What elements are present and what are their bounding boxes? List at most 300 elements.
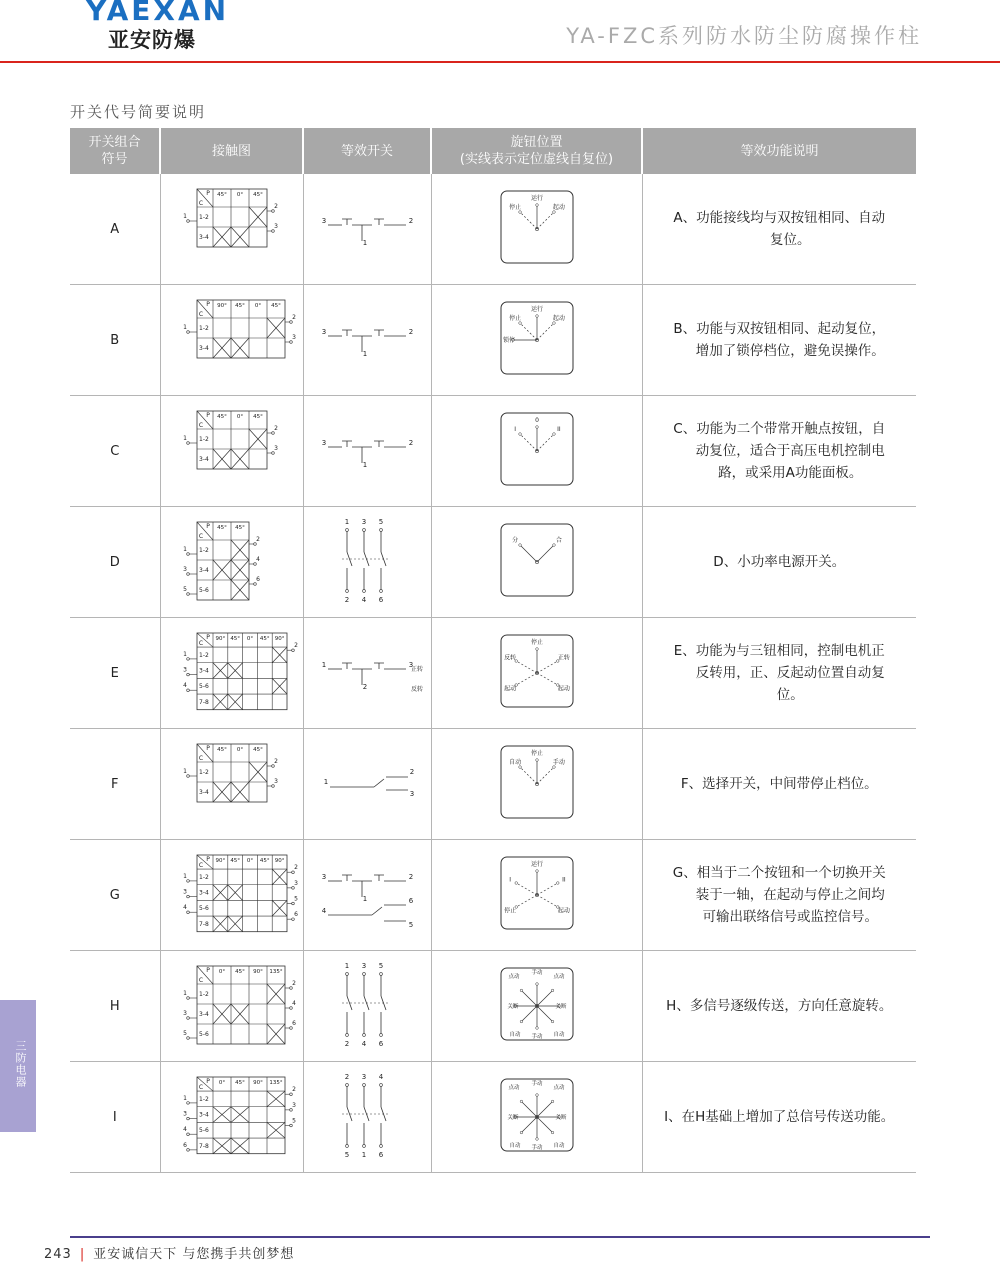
terminal-number: 2 (344, 1073, 350, 1081)
table-row (70, 1062, 916, 1173)
knob-position-label: 点动 (552, 974, 565, 980)
knob-position-label: 点动 (507, 974, 520, 980)
angle-label: 0° (254, 303, 261, 309)
contact-row-label: 1-2 (198, 873, 209, 881)
angle-label: 90° (216, 303, 227, 309)
terminal-number: 1 (182, 872, 187, 880)
description-line: 动复位，适合于高压电机控制电 (695, 443, 885, 459)
terminal-number: 3 (182, 888, 187, 896)
terminal-point (380, 1034, 383, 1037)
knob-position-label: 停止 (530, 639, 543, 646)
terminal-point (380, 529, 383, 532)
angle-label: 90° (274, 636, 284, 642)
terminal-number: 2 (255, 536, 260, 543)
terminal-number: 3 (321, 873, 327, 881)
contact-row-label: 1-2 (198, 547, 209, 554)
terminal-number: 1 (362, 461, 368, 469)
equivalent-switch-diagram (312, 510, 422, 610)
function-description (642, 507, 916, 618)
terminal-point (186, 442, 189, 445)
angle-label: 45° (216, 747, 227, 753)
angle-label: 90° (274, 858, 284, 864)
table-row (70, 618, 916, 729)
angle-label: 45° (216, 414, 227, 420)
terminal-point (186, 775, 189, 778)
contact-diagram (167, 621, 297, 721)
terminal-number: 1 (182, 435, 187, 442)
knob-position-cell (431, 285, 642, 396)
terminal-number: 2 (293, 864, 298, 872)
terminal-number: 6 (378, 1040, 384, 1048)
contact-diagram (167, 1065, 297, 1165)
knob-position-diagram (497, 298, 577, 378)
knob-position-point (535, 204, 538, 207)
terminal-point (380, 1084, 383, 1087)
push-button (342, 330, 352, 336)
contact-diagram (167, 954, 297, 1054)
terminal-point (291, 649, 294, 652)
knob-position-cell (431, 174, 642, 285)
terminal-number: 1 (344, 962, 350, 970)
contact-diagram (167, 843, 297, 943)
angle-label: 45° (229, 858, 240, 864)
contact-row-label: 5-6 (198, 1127, 209, 1135)
footer-separator: | (79, 1247, 86, 1262)
contact-diagram (167, 399, 297, 499)
contact-row-label: 3-4 (198, 1011, 209, 1018)
terminal-point (363, 590, 366, 593)
terminal-point (289, 1027, 292, 1030)
function-description (642, 174, 916, 285)
section-title: 开关代号简要说明 (70, 103, 207, 121)
contact-diagram-cell (160, 951, 303, 1062)
grid-corner-label: P (205, 856, 210, 863)
contact-row-label: 3-4 (198, 667, 209, 675)
knob-position-label: 关断 (506, 1004, 519, 1010)
angle-label: 45° (234, 1080, 245, 1086)
terminal-number: 1 (362, 350, 368, 358)
equivalent-switch-cell (303, 951, 431, 1062)
contact-row-label: 7-8 (198, 920, 209, 928)
column-header: 等效功能说明 (642, 128, 916, 174)
description-line: D、小功率电源开关。 (713, 554, 846, 570)
column-header: 接触图 (160, 128, 303, 174)
terminal-number: 6 (378, 596, 384, 604)
knob-position-point (551, 1100, 554, 1103)
terminal-point (289, 1124, 292, 1127)
equivalent-switch-cell (303, 507, 431, 618)
knob-position-point (535, 1138, 538, 1141)
terminal-number: 2 (293, 642, 298, 650)
terminal-point (346, 973, 349, 976)
push-button (374, 875, 384, 881)
angle-label: 135° (268, 969, 283, 975)
table-row (70, 285, 916, 396)
knob-position-diagram (497, 631, 577, 711)
terminal-number: 4 (182, 904, 187, 912)
knob-position-point (551, 1020, 554, 1023)
angle-label: 45° (216, 525, 227, 531)
contact-diagram-cell (160, 285, 303, 396)
terminal-number: 3 (321, 439, 327, 447)
terminal-number: 3 (408, 661, 414, 669)
knob-position-label: 点动 (507, 1085, 520, 1091)
terminal-number: 1 (182, 213, 187, 220)
knob-position-label: 自动 (552, 1143, 565, 1149)
terminal-number: 3 (361, 962, 367, 970)
terminal-point (186, 1117, 189, 1120)
switch-blade (374, 779, 384, 787)
knob-position-label: 0 (534, 417, 539, 424)
knob-position-diagram (497, 853, 577, 933)
equivalent-switch-diagram (312, 399, 422, 499)
description-line: 复位。 (770, 232, 811, 248)
contact-row-label: 1-2 (198, 769, 209, 776)
push-button (374, 219, 384, 225)
terminal-point (289, 321, 292, 324)
angle-label: 45° (252, 747, 263, 753)
angle-label: 90° (252, 969, 263, 975)
terminal-number: 2 (291, 1086, 296, 1094)
function-description (642, 396, 916, 507)
knob-position-label: 起动 (552, 315, 565, 323)
description-line: 可输出联络信号或监控信号。 (702, 909, 878, 925)
terminal-number: 5 (408, 921, 414, 929)
terminal-point (289, 1093, 292, 1096)
knob-position-label: 起动 (503, 685, 516, 693)
angle-label: 0° (218, 1080, 225, 1086)
footer-slogan: 亚安诚信天下 与您携手共创梦想 (93, 1247, 295, 1262)
knob-position-point (551, 989, 554, 992)
knob-position-label: 运行 (530, 195, 543, 202)
knob-position-label: 自动 (508, 1032, 521, 1038)
description-line: 反转用，正、反起动位置自动复 (695, 665, 885, 681)
terminal-point (186, 593, 189, 596)
table-row (70, 396, 916, 507)
knob-position-label: 手动 (552, 759, 565, 767)
knob-position-label: 手动 (530, 970, 543, 976)
terminal-number: 2 (408, 873, 414, 881)
terminal-point (271, 210, 274, 213)
terminal-point (186, 220, 189, 223)
knob-position-label: 锁停 (502, 337, 515, 344)
brand-logo-cn: 亚安防爆 (108, 28, 196, 52)
terminal-number: 2 (409, 768, 415, 776)
terminal-number: 4 (378, 1073, 384, 1081)
description-line: C、功能为二个带常开触点按钮，自 (673, 421, 886, 437)
terminal-point (186, 997, 189, 1000)
grid-corner-label: C (198, 977, 203, 984)
terminal-point (253, 543, 256, 546)
equivalent-switch-cell (303, 729, 431, 840)
angle-label: 90° (215, 636, 225, 642)
terminal-number: 2 (273, 758, 278, 765)
terminal-point (186, 1037, 189, 1040)
grid-corner-label: P (205, 523, 210, 530)
terminal-number: 4 (182, 682, 187, 690)
knob-position-label: 手动 (530, 1145, 543, 1151)
knob-position-label: II (561, 876, 566, 884)
terminal-point (380, 590, 383, 593)
knob-position-point (535, 983, 538, 986)
contact-row-label: 3-4 (198, 889, 209, 897)
terminal-number: 1 (182, 990, 187, 997)
knob-position-point (535, 1094, 538, 1097)
knob-position-label: 停止 (508, 204, 521, 212)
terminal-number: 1 (323, 778, 329, 786)
table-row (70, 840, 916, 951)
knob-position-label: 反转 (503, 654, 516, 662)
knob-position-label: 手动 (530, 1034, 543, 1040)
contact-row-label: 3-4 (198, 456, 209, 463)
grid-corner-label: P (205, 301, 210, 308)
terminal-number: 4 (361, 1040, 367, 1048)
contact-row-label: 7-8 (198, 698, 209, 706)
angle-label: 45° (259, 636, 270, 642)
grid-corner-label: P (205, 745, 210, 752)
knob-position-point (520, 1020, 523, 1023)
contact-row-label: 1-2 (198, 436, 209, 443)
terminal-number: 3 (273, 445, 278, 452)
angle-label: 90° (252, 1080, 263, 1086)
terminal-point (186, 689, 189, 692)
function-description (642, 618, 916, 729)
terminal-point (346, 1084, 349, 1087)
knob-position-cell (431, 1062, 642, 1173)
terminal-number: 6 (291, 1020, 296, 1027)
terminal-number: 2 (344, 1040, 350, 1048)
description-line: H、多信号逐级传送，方向任意旋转。 (666, 998, 893, 1014)
page-number: 243 (44, 1247, 72, 1262)
terminal-point (291, 902, 294, 905)
knob-position-diagram (497, 1075, 577, 1155)
knob-position-label: 手动 (530, 1081, 543, 1087)
terminal-point (186, 553, 189, 556)
angle-label: 45° (259, 858, 270, 864)
knob-position-point (552, 766, 555, 769)
knob-position-point (518, 211, 521, 214)
switch-code: G (70, 840, 160, 951)
terminal-point (186, 1102, 189, 1105)
table-row (70, 729, 916, 840)
knob-position-label: 运行 (530, 861, 543, 868)
knob-position-label: 停止 (508, 315, 521, 323)
function-description (642, 951, 916, 1062)
column-header: 开关组合 符号 (70, 128, 160, 174)
push-button (342, 663, 352, 669)
grid-corner-label: C (198, 422, 203, 429)
terminal-point (380, 973, 383, 976)
knob-position-cell (431, 951, 642, 1062)
switch-code: B (70, 285, 160, 396)
grid-corner-label: C (198, 640, 203, 648)
grid-corner-label: P (205, 634, 210, 641)
terminal-number: 5 (293, 895, 298, 903)
terminal-number: 3 (291, 1101, 296, 1109)
header-divider (0, 61, 1000, 63)
terminal-number: 2 (408, 217, 414, 225)
column-header: 等效开关 (303, 128, 431, 174)
terminal-number: 2 (273, 425, 278, 432)
knob-position-label: 正转 (557, 654, 570, 662)
terminal-point (363, 973, 366, 976)
angle-label: 0° (236, 414, 243, 420)
terminal-point (363, 1084, 366, 1087)
equivalent-switch-cell (303, 174, 431, 285)
terminal-point (186, 573, 189, 576)
contact-diagram (167, 732, 297, 832)
knob-position-point (518, 433, 521, 436)
contact-diagram-cell (160, 1062, 303, 1173)
terminal-number: 6 (408, 897, 414, 905)
terminal-number: 3 (409, 790, 415, 798)
angle-label: 0° (246, 636, 253, 642)
terminal-number: 6 (378, 1151, 384, 1159)
knob-position-label: 关断 (506, 1115, 519, 1121)
terminal-number: 3 (321, 328, 327, 336)
contact-diagram (167, 288, 297, 388)
knob-position-cell (431, 396, 642, 507)
terminal-point (186, 880, 189, 883)
push-button (342, 875, 352, 881)
terminal-point (271, 230, 274, 233)
table-row (70, 951, 916, 1062)
column-header: 旋钮位置 (实线表示定位虚线自复位) (431, 128, 642, 174)
knob-position-point (535, 870, 538, 873)
terminal-number: 2 (408, 439, 414, 447)
knob-position-point (518, 766, 521, 769)
terminal-number: 3 (361, 1073, 367, 1081)
knob-position-point (535, 426, 538, 429)
terminal-number: 1 (361, 1151, 367, 1159)
table-row (70, 507, 916, 618)
terminal-point (186, 911, 189, 914)
contact-row-label: 5-6 (198, 905, 209, 913)
document-title: YA-FZC系列防水防尘防腐操作柱 (566, 24, 922, 48)
terminal-number: 5 (378, 962, 384, 970)
terminal-number: 3 (182, 566, 187, 573)
knob-position-diagram (497, 409, 577, 489)
grid-corner-label: C (198, 311, 203, 318)
terminal-point (363, 529, 366, 532)
terminal-number: 1 (321, 661, 327, 669)
push-button (342, 219, 352, 225)
angle-label: 0° (218, 969, 225, 975)
terminal-point (271, 765, 274, 768)
terminal-number: 3 (273, 778, 278, 785)
terminal-number: 1 (182, 768, 187, 775)
terminal-point (363, 1145, 366, 1148)
knob-position-label: I (508, 876, 511, 884)
knob-position-point (520, 1131, 523, 1134)
terminal-point (186, 1149, 189, 1152)
knob-position-point (520, 1100, 523, 1103)
terminal-number: 2 (291, 314, 296, 321)
angle-label: 0° (236, 747, 243, 753)
terminal-number: 3 (293, 879, 298, 887)
terminal-point (186, 1133, 189, 1136)
terminal-point (186, 673, 189, 676)
angle-label: 0° (236, 192, 243, 198)
switch-code: D (70, 507, 160, 618)
switch-code: C (70, 396, 160, 507)
push-button (374, 330, 384, 336)
contact-row-label: 5-6 (198, 683, 209, 691)
description-line: 增加了锁停档位，避免误操作。 (695, 343, 885, 359)
terminal-point (291, 918, 294, 921)
angle-label: 45° (234, 303, 245, 309)
side-label: 正转 (410, 666, 424, 673)
grid-corner-label: P (205, 412, 210, 419)
grid-corner-label: P (205, 1078, 210, 1085)
terminal-point (346, 529, 349, 532)
push-button (374, 663, 384, 669)
angle-label: 45° (234, 525, 245, 531)
description-line: E、功能为与三钮相同，控制电机正 (673, 643, 885, 659)
terminal-number: 5 (378, 518, 384, 526)
knob-position-point (552, 544, 555, 547)
equivalent-switch-cell (303, 618, 431, 729)
terminal-point (253, 563, 256, 566)
description-line: 装于一轴，在起动与停止之间均 (695, 887, 885, 903)
description-line: 路，或采用A功能面板。 (718, 465, 863, 481)
switch-code-table (70, 128, 916, 1173)
terminal-number: 6 (182, 1141, 187, 1149)
footer-divider (70, 1236, 930, 1238)
knob-position-diagram (497, 964, 577, 1044)
terminal-point (186, 895, 189, 898)
switch-code: H (70, 951, 160, 1062)
knob-position-point (552, 211, 555, 214)
grid-corner-label: C (198, 200, 203, 207)
table-header-row (70, 128, 916, 174)
terminal-point (186, 1017, 189, 1020)
terminal-number: 1 (362, 239, 368, 247)
knob-position-diagram (497, 742, 577, 822)
angle-label: 45° (252, 192, 263, 198)
terminal-number: 6 (293, 911, 298, 919)
terminal-number: 1 (362, 895, 368, 903)
side-label: 反转 (410, 686, 424, 693)
terminal-number: 3 (291, 334, 296, 341)
contact-row-label: 7-8 (198, 1142, 209, 1150)
contact-diagram-cell (160, 174, 303, 285)
terminal-number: 1 (182, 546, 187, 553)
knob-position-point (514, 882, 517, 885)
terminal-number: 3 (182, 1110, 187, 1118)
terminal-number: 2 (273, 203, 278, 210)
knob-position-cell (431, 618, 642, 729)
knob-position-point (535, 759, 538, 762)
equivalent-switch-cell (303, 1062, 431, 1173)
contact-diagram-cell (160, 396, 303, 507)
switch-code: A (70, 174, 160, 285)
knob-frame (501, 524, 573, 596)
grid-corner-label: C (198, 1084, 203, 1092)
knob-position-label: 停止 (530, 750, 543, 757)
knob-position-label: 自动 (508, 759, 521, 767)
knob-position-label: 合 (555, 537, 562, 545)
terminal-number: 1 (182, 650, 187, 658)
angle-label: 90° (215, 858, 225, 864)
contact-diagram-cell (160, 507, 303, 618)
page-footer (44, 1243, 294, 1262)
description-line: B、功能与双按钮相同、起动复位， (673, 321, 886, 337)
terminal-number: 2 (362, 683, 368, 691)
function-description (642, 1062, 916, 1173)
switch-code: F (70, 729, 160, 840)
terminal-point (289, 1007, 292, 1010)
